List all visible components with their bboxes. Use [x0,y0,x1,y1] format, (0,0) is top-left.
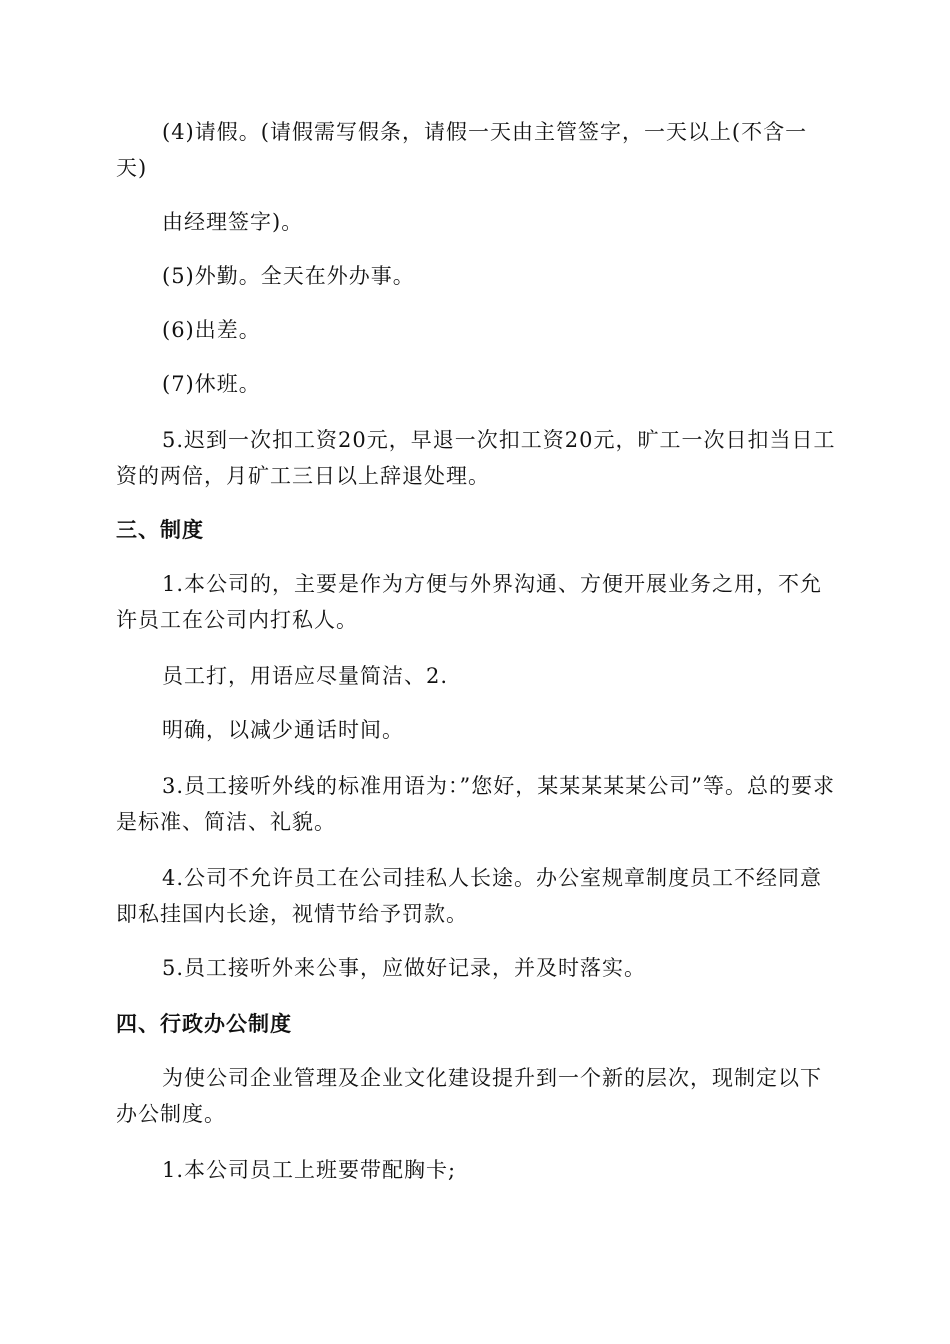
paragraph-phone-use: 1.本公司的，主要是作为方便与外界沟通、方便开展业务之用，不允许员工在公司内打私人。 [116,572,823,632]
paragraph-official-calls: 5.员工接听外来公事，应做好记录，并及时落实。 [162,956,647,980]
paragraph-business-trip: (6)出差。 [162,318,261,342]
paragraph-field-work: (5)外勤。全天在外办事。 [162,264,415,288]
paragraph-manager-signature: 由经理签字)。 [162,210,304,234]
paragraph-day-off: (7)休班。 [162,372,261,396]
paragraph-standard-greeting: 3.员工接听外线的标准用语为：”您好，某某某某某公司”等。总的要求是标准、简洁、礼貌。 [116,774,836,834]
section-heading-3: 三、制度 [116,518,204,542]
paragraph-long-distance: 4.公司不允许员工在公司挂私人长途。办公室规章制度员工不经同意即私挂国内长途，视情节给予罚款。 [116,866,823,926]
paragraph-call-time: 明确，以减少通话时间。 [162,718,404,742]
section-heading-4: 四、行政办公制度 [116,1012,292,1036]
paragraph-late-penalty: 5.迟到一次扣工资20元，早退一次扣工资20元，旷工一次日扣当日工资的两倍，月矿工三日以上辞退处理。 [116,428,836,488]
paragraph-phone-concise: 员工打，用语应尽量简洁、2. [162,664,449,688]
paragraph-office-intro: 为使公司企业管理及企业文化建设提升到一个新的层次，现制定以下办公制度。 [116,1066,822,1126]
paragraph-leave-request: (4)请假。(请假需写假条，请假一天由主管签字，一天以上(不含一天) [116,120,808,180]
paragraph-badge-rule: 1.本公司员工上班要带配胸卡; [162,1158,457,1182]
